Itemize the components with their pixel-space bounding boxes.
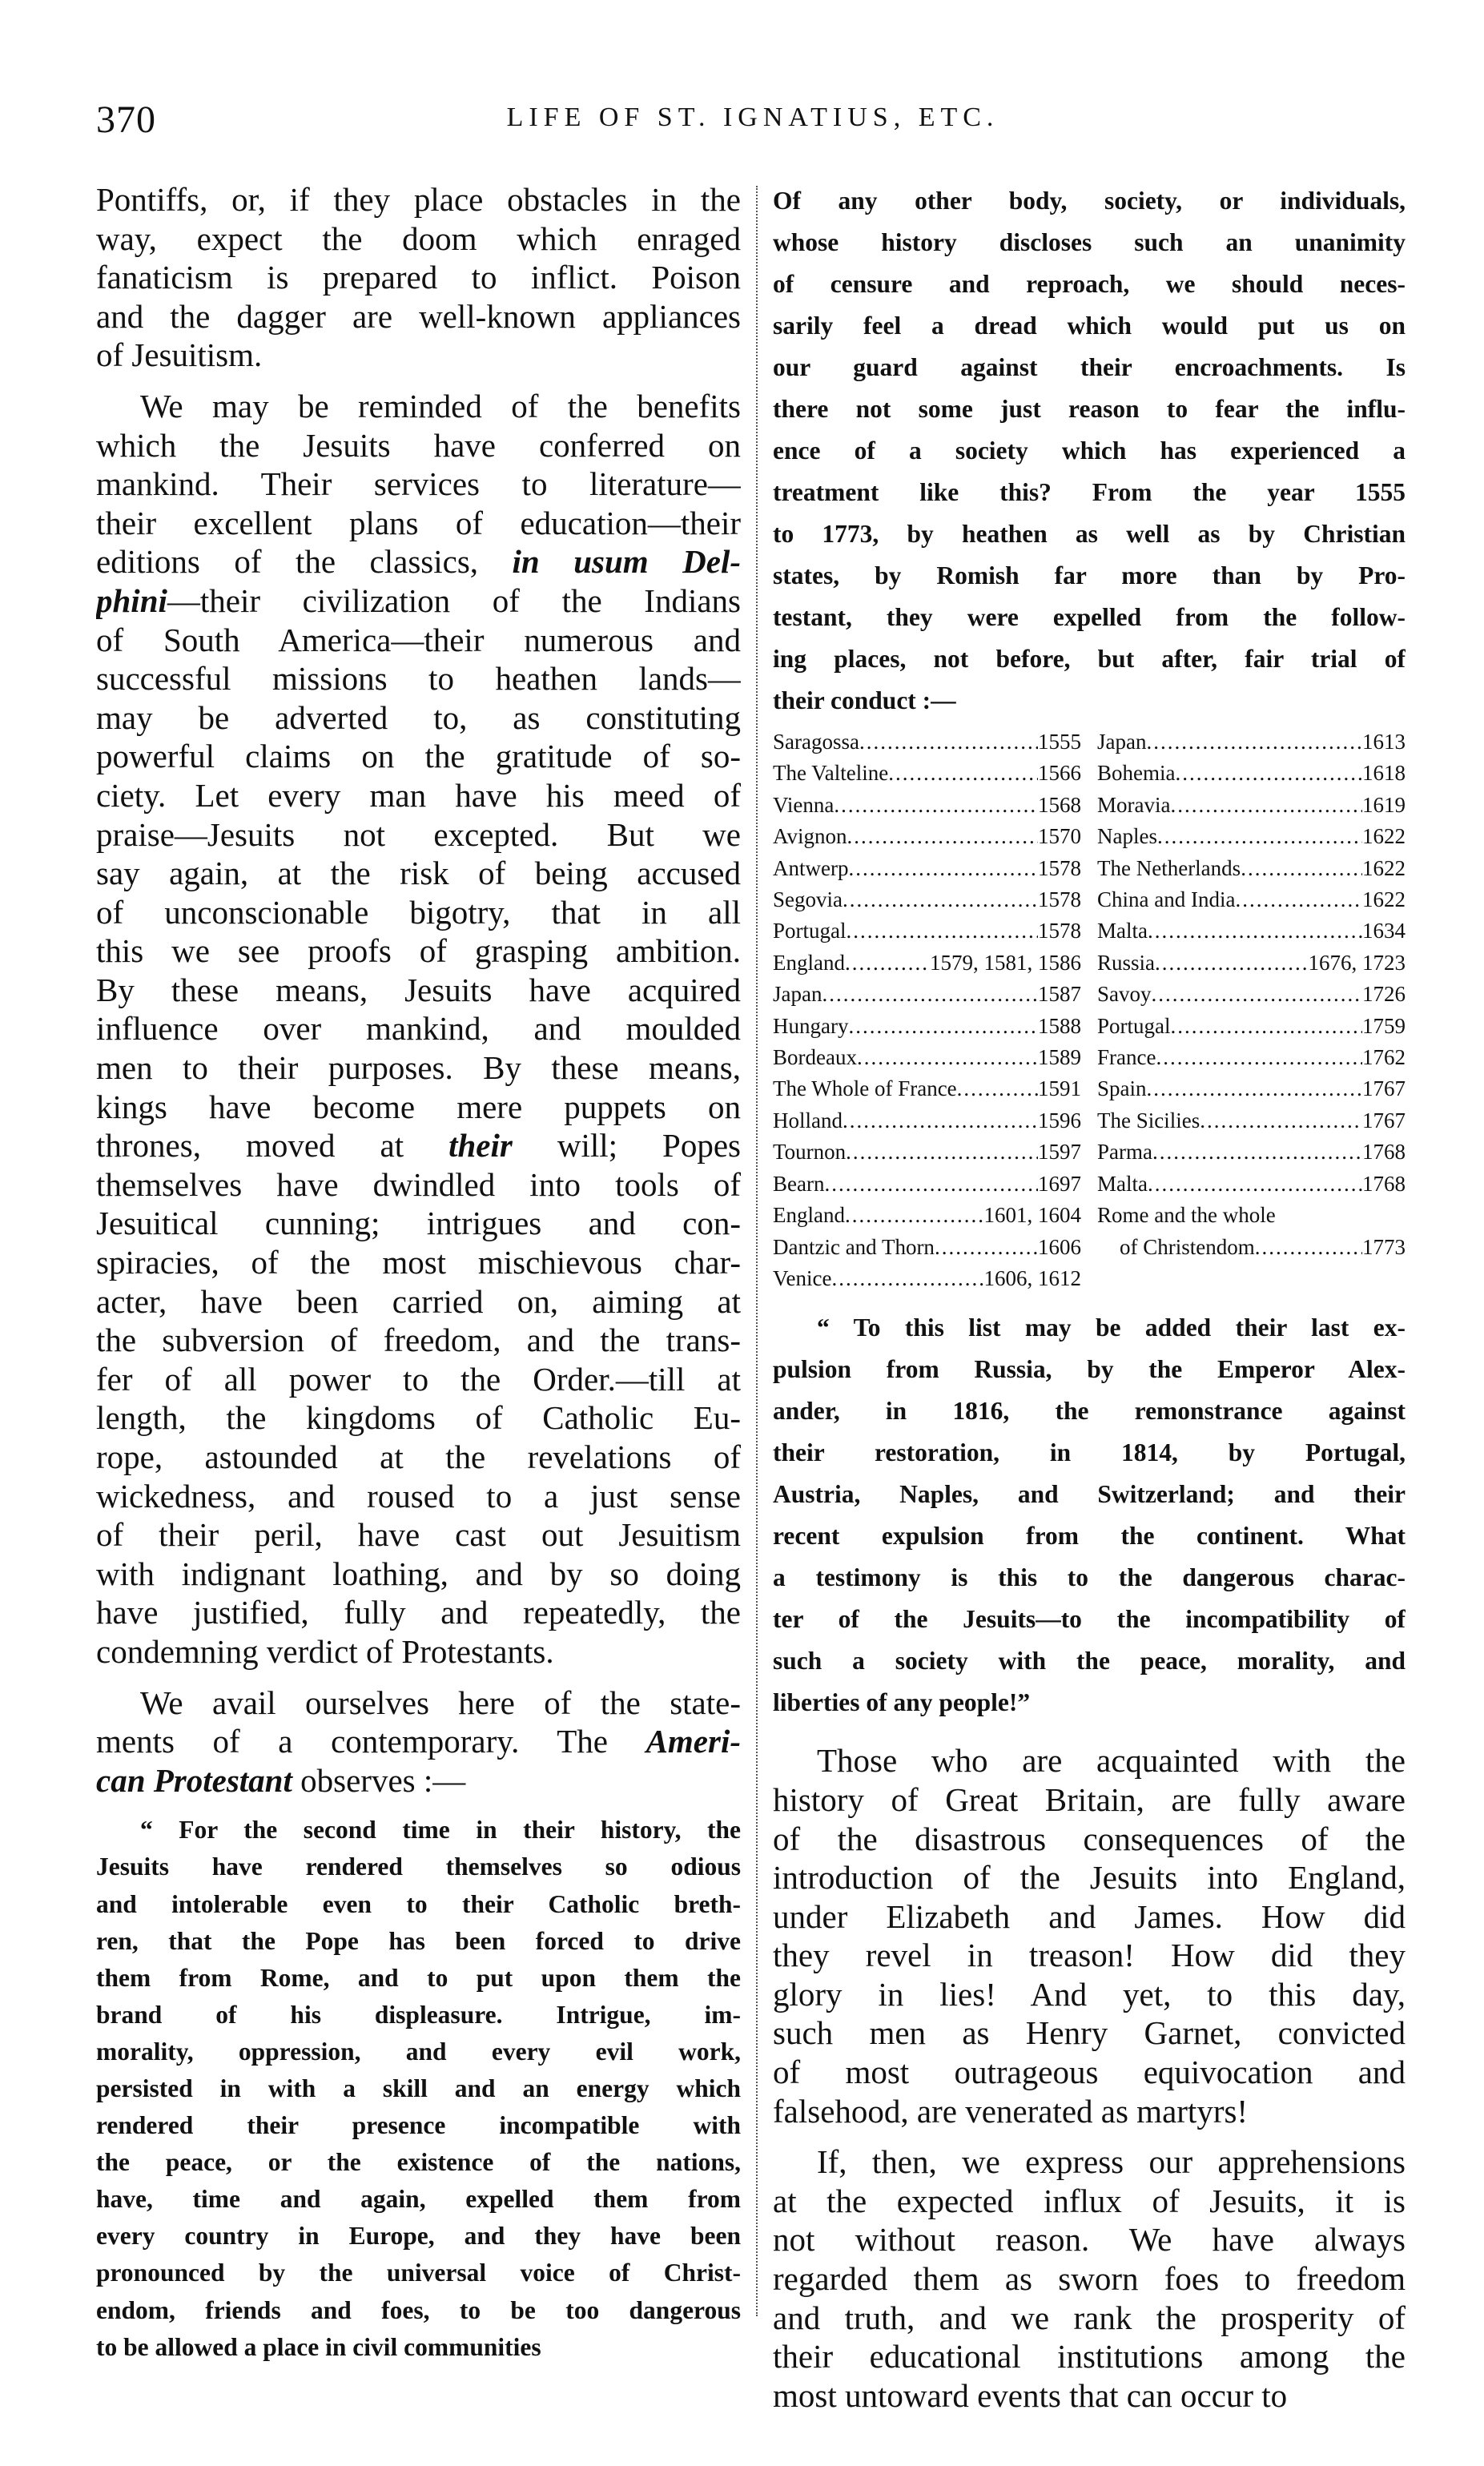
text-line: treatment like this? From the year 1555 (773, 478, 1406, 506)
text-line: acter, have been carried on, aiming at (96, 1282, 741, 1320)
leader-dots (1241, 853, 1362, 884)
expulsion-year: 1579, 1581, 1586 (930, 950, 1081, 975)
expulsion-year: 1597 (1038, 1140, 1081, 1165)
expulsion-entry (1097, 884, 1406, 915)
text-line: ter of the Jesuits—to the incompatibility of (773, 1605, 1406, 1634)
expulsion-year: 1587 (1038, 982, 1081, 1007)
text-line: rendered their presence incompatible with (96, 2111, 741, 2140)
place-name: Segovia (773, 887, 843, 912)
expulsion-year: 1568 (1038, 792, 1081, 817)
text-line: a testimony is this to the dangerous charac- (773, 1563, 1406, 1592)
expulsion-year: 1596 (1038, 1108, 1081, 1132)
text-line: Austria, Naples, and Switzerland; and their (773, 1480, 1406, 1509)
text-line: We avail ourselves here of the state- (140, 1684, 741, 1721)
place-name: Bohemia (1097, 761, 1176, 786)
leader-dots (1276, 1200, 1406, 1231)
text-line: have justified, fully and repeatedly, the (96, 1594, 741, 1631)
expulsion-entry (1097, 1136, 1406, 1168)
text-line: say again, at the risk of being accused (96, 855, 741, 892)
expulsion-year: 1622 (1362, 824, 1406, 849)
text-line: pulsion from Russia, by the Emperor Alex- (773, 1355, 1406, 1384)
expulsion-entry (1097, 1169, 1406, 1200)
text-line: Pontiffs, or, if they place obstacles in the (96, 181, 741, 218)
expulsion-year: 1613 (1362, 730, 1406, 754)
expulsion-entry (773, 1073, 1081, 1104)
text-line: which the Jesuits have conferred on (96, 426, 741, 464)
text-line: and the dagger are well-known appliances (96, 297, 741, 335)
expulsion-entry (1097, 915, 1406, 947)
paragraph (96, 180, 741, 375)
place-name: Naples (1097, 824, 1157, 849)
text-line: ing places, not before, but after, fair trial of (773, 645, 1406, 673)
text-line: can Protestant observes :— (96, 1761, 466, 1799)
text-line: successful missions to heathen lands— (96, 660, 741, 698)
expulsion-year: 1618 (1362, 761, 1406, 786)
text-line: fer of all power to the Order.—till at (96, 1360, 741, 1398)
text-line: We may be reminded of the benefits (140, 387, 741, 424)
text-line: spiracies, of the most mischievous char- (96, 1244, 741, 1281)
text-line: fanaticism is prepared to inflict. Poison (96, 259, 741, 296)
text-line: their educational institutions among the (773, 2338, 1406, 2375)
leader-dots (824, 1169, 1038, 1200)
place-name: Avignon (773, 824, 847, 849)
text-line: most untoward events that can occur to (773, 2376, 1288, 2414)
place-name: Bordeaux (773, 1045, 857, 1070)
expulsion-year: 1634 (1362, 919, 1406, 943)
expulsion-year: 1726 (1362, 982, 1406, 1007)
place-name: Malta (1097, 1171, 1148, 1196)
text-line: “ To this list may be added their last ex- (817, 1313, 1406, 1342)
text-line: not without reason. We have always (773, 2221, 1406, 2259)
leader-dots (1157, 821, 1362, 852)
text-line: to 1773, by heathen as well as by Christian (773, 520, 1406, 548)
text-line: themselves have dwindled into tools of (96, 1165, 741, 1203)
place-name: of Christendom (1120, 1234, 1255, 1259)
text-line: of their peril, have cast out Jesuitism (96, 1516, 741, 1554)
expulsion-entry (1097, 1073, 1406, 1104)
text-line: ence of a society which has experienced a (773, 436, 1406, 465)
text-line: they revel in treason! How did they (773, 1937, 1406, 1974)
text-line: kings have become mere puppets on (96, 1088, 741, 1125)
expulsion-year: 1762 (1362, 1045, 1406, 1070)
expulsion-entry (773, 790, 1081, 821)
place-name: Hungary (773, 1013, 849, 1038)
expulsion-entry (773, 1042, 1081, 1073)
place-name: Rome and the whole (1097, 1203, 1276, 1228)
text-line: glory in lies! And yet, to this day, (773, 1975, 1406, 2013)
expulsion-entry (773, 726, 1081, 758)
expulsion-list (773, 726, 1406, 1294)
expulsion-year: 1697 (1038, 1171, 1081, 1196)
running-head: LIFE OF ST. IGNATIUS, ETC. (506, 103, 999, 132)
text-line: wickedness, and roused to a just sense (96, 1477, 741, 1515)
expulsion-year: 1578 (1038, 919, 1081, 943)
text-line: ren, that the Pope has been forced to drive (96, 1926, 741, 1955)
expulsion-entry (1097, 790, 1406, 821)
text-line: liberties of any people!” (773, 1688, 1031, 1717)
place-name: Portugal (773, 919, 847, 943)
expulsion-year: 1555 (1038, 730, 1081, 754)
expulsion-list-column (1097, 726, 1406, 1294)
expulsion-year: 1773 (1362, 1234, 1406, 1259)
expulsion-entry (773, 947, 1081, 979)
text-line: and truth, and we rank the prosperity of (773, 2299, 1406, 2336)
expulsion-year: 1589 (1038, 1045, 1081, 1070)
expulsion-entry (773, 1105, 1081, 1136)
expulsion-year: 1622 (1362, 855, 1406, 880)
leader-dots (843, 884, 1038, 915)
paragraph (773, 1741, 1406, 2130)
text-line: editions of the classics, in usum Del- (96, 543, 741, 581)
leader-dots (834, 790, 1038, 821)
text-line: Of any other body, society, or individuals, (773, 187, 1406, 215)
expulsion-entry (773, 915, 1081, 947)
text-line: men to their purposes. By these means, (96, 1049, 741, 1087)
expulsion-entry (773, 1263, 1081, 1294)
text-line: the peace, or the existence of the nations, (96, 2148, 741, 2177)
text-line: “ For the second time in their history, the (140, 1816, 741, 1844)
expulsion-entry (1097, 1105, 1406, 1136)
leader-dots (859, 726, 1038, 758)
text-line: of unconscionable bigotry, that in all (96, 893, 741, 931)
text-line: introduction of the Jesuits into England, (773, 1859, 1406, 1897)
place-name: Moravia (1097, 792, 1171, 817)
text-line: ciety. Let every man have his meed of (96, 776, 741, 814)
text-line: recent expulsion from the continent. What (773, 1522, 1406, 1551)
place-name: Antwerp (773, 855, 849, 880)
text-line: at the expected influx of Jesuits, it is (773, 2182, 1406, 2219)
expulsion-entry (773, 1232, 1081, 1263)
text-line: whose history discloses such an unanimity (773, 228, 1406, 256)
text-line: phini—their civilization of the Indians (96, 581, 741, 619)
text-line: mankind. Their services to literature— (96, 465, 741, 503)
text-line: of Jesuitism. (96, 336, 263, 374)
place-name: Saragossa (773, 730, 859, 754)
text-line: rope, astounded at the revelations of (96, 1438, 741, 1475)
leader-dots (1155, 947, 1308, 979)
leader-dots (1200, 1105, 1362, 1136)
page-header (96, 98, 1410, 146)
place-name: Portugal (1097, 1013, 1171, 1038)
leader-dots (847, 821, 1039, 852)
expulsion-year: 1591 (1038, 1076, 1081, 1101)
text-line: of censure and reproach, we should neces- (773, 270, 1406, 298)
leader-dots (822, 979, 1038, 1010)
expulsion-entry (773, 884, 1081, 915)
leader-dots (1255, 1232, 1362, 1263)
expulsion-entry (1097, 1011, 1406, 1042)
paragraph (773, 2142, 1406, 2415)
expulsion-entry (773, 821, 1081, 852)
text-line: brand of his displeasure. Intrigue, im- (96, 2000, 741, 2029)
leader-dots (1146, 726, 1362, 758)
text-line: falsehood, are venerated as martyrs! (773, 2092, 1249, 2130)
expulsion-year: 1570 (1038, 824, 1081, 849)
place-name: Parma (1097, 1140, 1152, 1165)
leader-dots (848, 853, 1038, 884)
place-name: China and India (1097, 887, 1236, 912)
text-line: of the disastrous consequences of the (773, 1820, 1406, 1857)
text-line: sarily feel a dread which would put us on (773, 312, 1406, 340)
leader-dots (1147, 1073, 1362, 1104)
left-column (96, 180, 741, 2366)
place-name: England (773, 950, 845, 975)
text-line: way, expect the doom which enraged (96, 219, 741, 257)
leader-dots (1148, 915, 1362, 947)
expulsion-entry (1097, 947, 1406, 979)
text-line: there not some just reason to fear the influ- (773, 395, 1406, 423)
leader-dots (845, 1200, 984, 1231)
text-line: may be adverted to, as constituting (96, 698, 741, 736)
paragraph (96, 1684, 741, 1800)
block-quote (773, 180, 1406, 722)
place-name: Spain (1097, 1076, 1147, 1101)
expulsion-year: 1767 (1362, 1108, 1406, 1132)
expulsion-entry (1097, 821, 1406, 852)
place-name: Dantzic and Thorn (773, 1234, 935, 1259)
leader-dots (857, 1042, 1038, 1073)
place-name: Vienna (773, 792, 834, 817)
place-name: The Sicilies (1097, 1108, 1200, 1132)
leader-dots (957, 1073, 1038, 1104)
text-line: with indignant loathing, and by so doing (96, 1555, 741, 1592)
text-line: powerful claims on the gratitude of so- (96, 738, 741, 775)
text-line: pronounced by the universal voice of Christ- (96, 2259, 741, 2287)
expulsion-year: 1619 (1362, 792, 1406, 817)
expulsion-entry (773, 758, 1081, 789)
place-name: Russia (1097, 950, 1156, 975)
leader-dots (1175, 758, 1362, 789)
text-line: praise—Jesuits not excepted. But we (96, 815, 741, 853)
expulsion-year: 1578 (1038, 855, 1081, 880)
expulsion-entry (773, 1169, 1081, 1200)
text-line: states, by Romish far more than by Pro- (773, 561, 1406, 589)
text-line: If, then, we express our apprehensions (817, 2143, 1406, 2181)
place-name: Holland (773, 1108, 843, 1132)
leader-dots (843, 1105, 1038, 1136)
page-number: 370 (96, 99, 156, 141)
text-line: history of Great Britain, are fully aware (773, 1780, 1406, 1818)
text-line: endom, friends and foes, to be too dangerous (96, 2295, 741, 2324)
leader-dots (1156, 1042, 1362, 1073)
right-column (773, 180, 1406, 2427)
text-line: of South America—their numerous and (96, 621, 741, 658)
leader-dots (1171, 1011, 1363, 1042)
expulsion-year: 1768 (1362, 1171, 1406, 1196)
text-line: thrones, moved at their will; Popes (96, 1127, 741, 1165)
text-line: Those who are acquainted with the (817, 1742, 1406, 1780)
leader-dots (935, 1232, 1038, 1263)
expulsion-year: 1578 (1038, 887, 1081, 912)
expulsion-year: 1606 (1038, 1234, 1081, 1259)
place-name: Tournon (773, 1140, 847, 1165)
expulsion-year: 1622 (1362, 887, 1406, 912)
expulsion-entry (1097, 726, 1406, 758)
block-quote (96, 1812, 741, 2365)
expulsion-year: 1588 (1038, 1013, 1081, 1038)
text-line: to be allowed a place in civil communities (96, 2332, 541, 2361)
place-name: Japan (1097, 730, 1147, 754)
leader-dots (846, 1136, 1038, 1168)
expulsion-entry (1097, 758, 1406, 789)
place-name: The Netherlands (1097, 855, 1241, 880)
expulsion-entry (1097, 1042, 1406, 1073)
expulsion-entry (773, 853, 1081, 884)
place-name: The Whole of France (773, 1076, 957, 1101)
expulsion-year: 1566 (1038, 761, 1081, 786)
text-line: our guard against their encroachments. Is (773, 353, 1406, 381)
text-line: influence over mankind, and moulded (96, 1010, 741, 1048)
text-line: under Elizabeth and James. How did (773, 1897, 1406, 1935)
text-line: them from Rome, and to put upon them the (96, 1963, 741, 1992)
text-line: morality, oppression, and every evil work, (96, 2037, 741, 2066)
text-line: their restoration, in 1814, by Portugal, (773, 1438, 1406, 1467)
column-divider (756, 186, 758, 2316)
place-name: The Valteline (773, 761, 889, 786)
text-line: Jesuitical cunning; intrigues and con- (96, 1205, 741, 1242)
expulsion-entry (773, 1136, 1081, 1168)
leader-dots (847, 915, 1039, 947)
text-line: such men as Henry Garnet, convicted (773, 2014, 1406, 2052)
paragraph (96, 387, 741, 1671)
leader-dots (1148, 1169, 1362, 1200)
expulsion-entry (773, 1011, 1081, 1042)
text-line: their conduct :— (773, 686, 956, 714)
expulsion-year: 1768 (1362, 1140, 1406, 1165)
text-line: Jesuits have rendered themselves so odious (96, 1853, 741, 1881)
text-line: have, time and again, expelled them from (96, 2185, 741, 2214)
text-line: ander, in 1816, the remonstrance against (773, 1397, 1406, 1426)
expulsion-year: 1676, 1723 (1308, 950, 1406, 975)
text-line: regarded them as sworn foes to freedom (773, 2260, 1406, 2298)
leader-dots (1152, 1136, 1362, 1168)
text-line: persisted in with a skill and an energy which (96, 2074, 741, 2102)
expulsion-year: 1759 (1362, 1013, 1406, 1038)
expulsion-list-column (773, 726, 1081, 1294)
expulsion-entry (773, 1200, 1081, 1231)
expulsion-entry (1097, 1232, 1406, 1263)
text-line: every country in Europe, and they have been (96, 2222, 741, 2251)
text-line: and intolerable even to their Catholic breth- (96, 1889, 741, 1918)
text-line: the subversion of freedom, and the trans- (96, 1322, 741, 1359)
leader-dots (848, 1011, 1038, 1042)
expulsion-entry (1097, 853, 1406, 884)
text-line: of most outrageous equivocation and (773, 2054, 1406, 2091)
text-line: By these means, Jesuits have acquired (96, 971, 741, 1008)
text-line: this we see proofs of grasping ambition. (96, 932, 741, 970)
text-line: testant, they were expelled from the follow- (773, 603, 1406, 631)
expulsion-year: 1606, 1612 (983, 1265, 1081, 1290)
block-quote (773, 1307, 1406, 1724)
place-name: Bearn (773, 1171, 825, 1196)
leader-dots (1235, 884, 1362, 915)
leader-dots (845, 947, 930, 979)
expulsion-entry (1097, 979, 1406, 1010)
place-name: Japan (773, 982, 822, 1007)
expulsion-year: 1601, 1604 (983, 1203, 1081, 1228)
expulsion-entry (1097, 1200, 1406, 1231)
place-name: England (773, 1203, 845, 1228)
expulsion-year: 1767 (1362, 1076, 1406, 1101)
place-name: Venice (773, 1265, 832, 1290)
leader-dots (1170, 790, 1362, 821)
place-name: Savoy (1097, 982, 1152, 1007)
text-line: ments of a contemporary. The Ameri- (96, 1723, 741, 1760)
text-line: condemning verdict of Protestants. (96, 1632, 554, 1670)
leader-dots (888, 758, 1038, 789)
text-line: such a society with the peace, morality, and (773, 1647, 1406, 1676)
place-name: France (1097, 1045, 1156, 1070)
expulsion-entry (773, 979, 1081, 1010)
leader-dots (1152, 979, 1363, 1010)
text-line: their excellent plans of education—their (96, 504, 741, 541)
text-line: length, the kingdoms of Catholic Eu- (96, 1399, 741, 1437)
leader-dots (831, 1263, 983, 1294)
place-name: Malta (1097, 919, 1148, 943)
